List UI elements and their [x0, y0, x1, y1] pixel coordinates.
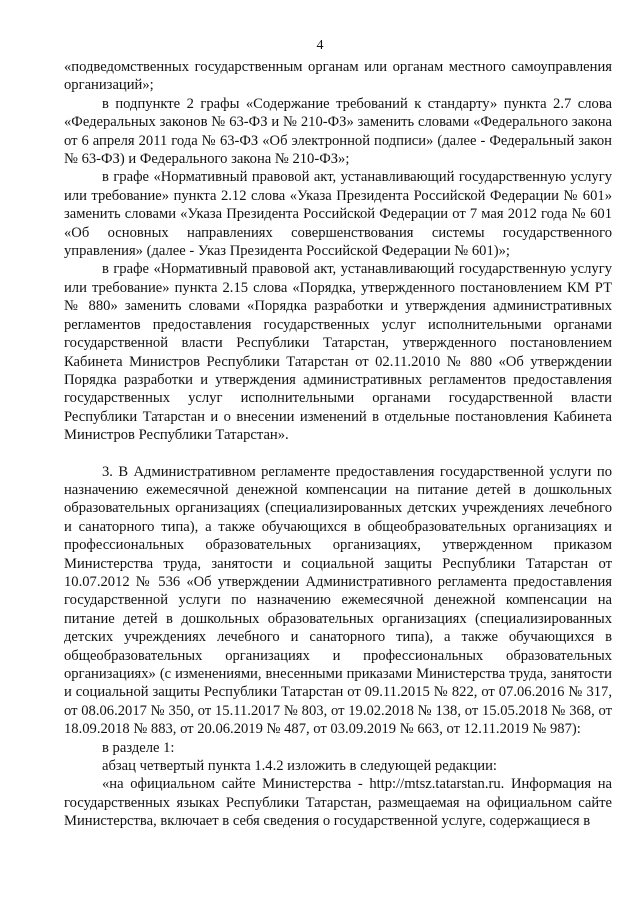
paragraph-section-1-intro: в разделе 1:	[102, 739, 175, 756]
document-body	[64, 58, 612, 831]
paragraph-continuation: «подведомственных государственным органам или органам местного самоуправления организаций»;	[64, 59, 612, 94]
paragraph-item-2-15: в графе «Нормативный правовой акт, устанавливающий государственную услугу или требование» пункта 2.15 слова «Порядка, утвержденного постановлением КМ РТ № 880» заменить словами «Порядка разработки и утверждения административных регламентов предоставления государственных услуг исполнительными органами государственной власти Республики Татарстан, утвержденного постановлением Кабинета Министров Республики Татарстан от 02.11.2010 № 880 «Об утверждении Порядка разработки и утверждения административных регламентов предоставления государственных услуг исполнительными органами государственной власти Республики Татарстан и о внесении изменений в отдельные постановления Кабинета Министров Республики Татарстан».	[64, 261, 612, 444]
page-number: 4	[316, 38, 324, 53]
paragraph-subitem-2-7: в подпункте 2 графы «Содержание требований к стандарту» пункта 2.7 слова «Федеральных законов № 63-ФЗ и № 210-ФЗ» заменить словами «Федерального закона от 6 апреля 2011 года № 63-ФЗ «Об электронной подписи» (далее - Федеральный закон № 63-ФЗ) и Федерального закона № 210-ФЗ»;	[64, 95, 612, 168]
paragraph-new-wording: «на официальном сайте Министерства - http://mtsz.tatarstan.ru. Информация на государственных языках Республики Татарстан, размещаемая на официальном сайте Министерства, включает в себя сведения о государственной услуге, содержащиеся в	[64, 776, 612, 830]
paragraph-section-3: 3. В Административном регламенте предоставления государственной услуги по назначению ежемесячной денежной компенсации на питание детей в дошкольных образовательных организациях (специализированных детских учреждениях лечебного и санаторного типа), а также обучающихся в общеобразовательных организациях и профессиональных образовательных организациях, утвержденном приказом Министерства труда, занятости и социальной защиты Республики Татарстан от 10.07.2012 № 536 «Об утверждении Административного регламента предоставления государственной услуги по назначению ежемесячной денежной компенсации на питание детей в дошкольных образовательных организациях (специализированных детских учреждениях лечебного и санаторного типа), а также обучающихся в общеобразовательных организациях и профессиональных образовательных организациях» (с изменениями, внесенными приказами Министерства труда, занятости и социальной защиты Республики Татарстан от 09.11.2015 № 822, от 07.06.2016 № 317, от 08.06.2017 № 350, от 15.11.2017 № 803, от 19.02.2018 № 138, от 15.05.2018 № 368, от 18.09.2018 № 883, от 20.06.2019 № 487, от 03.09.2019 № 663, от 12.11.2019 № 987):	[64, 463, 612, 738]
paragraph-item-2-12: в графе «Нормативный правовой акт, устанавливающий государственную услугу или требование» пункта 2.12 слова «Указа Президента Российской Федерации № 601» заменить словами «Указа Президента Российской Федерации от 7 мая 2012 года № 601 «Об основных направлениях совершенствования системы государственного управления» (далее - Указ Президента Российской Федерации № 601)»;	[64, 169, 612, 260]
paragraph-item-1-4-2: абзац четвертый пункта 1.4.2 изложить в следующей редакции:	[102, 758, 497, 775]
